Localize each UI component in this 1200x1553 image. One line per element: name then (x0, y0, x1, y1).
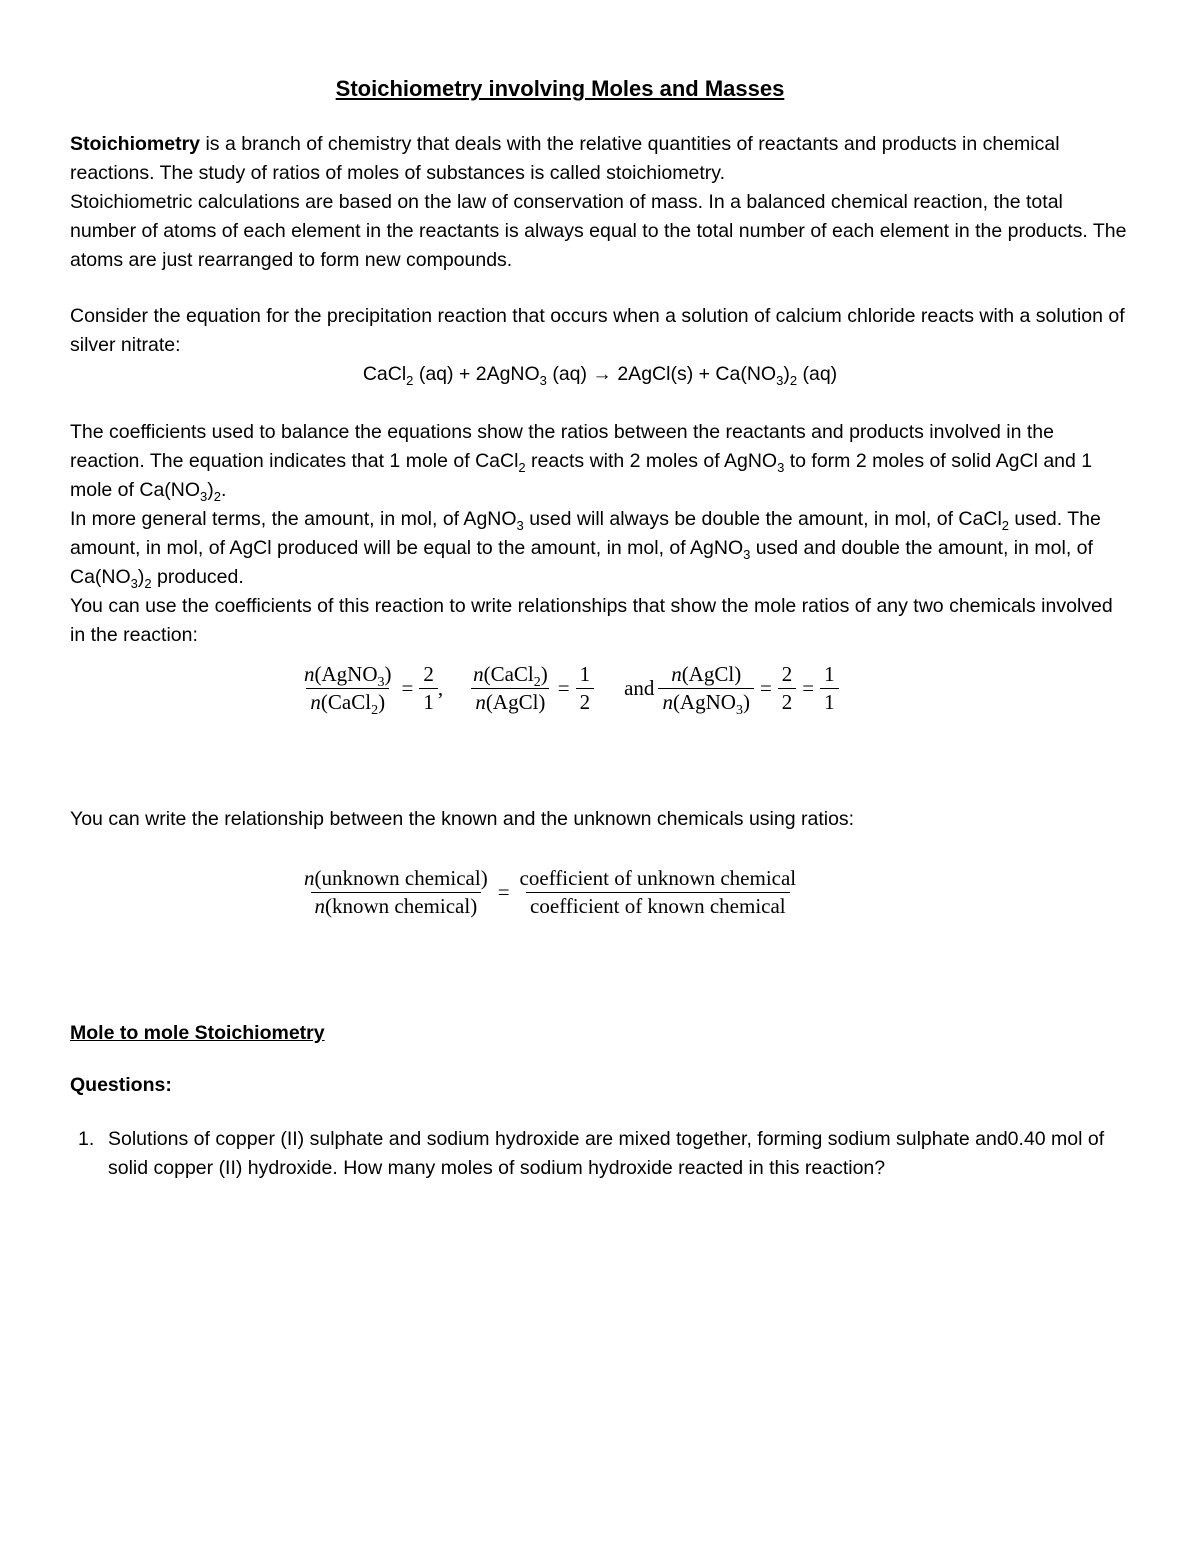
question-text: Solutions of copper (II) sulphate and sodium hydroxide are mixed together, forming sodium sulphate and0.40 mol of solid copper (II) hydroxide. How many moles of sodium hydroxide reacted in this reaction? (108, 1128, 1105, 1179)
mole-ratio-equations: $\frac{n(AgNO_3)}{n(CaCl_2)}$ = $\frac{2}{1}$ , $\frac{n(CaCl_2)}{\text{n(AgCl)}}$ = $\frac{1}{2}$ and $\frac{\text{n(AgCl)}}{n(AgNO_3)}$ = $\frac{2}{2}$ = $\frac{1}{1}$ (300, 662, 839, 715)
section-heading-mole-to-mole: Mole to mole Stoichiometry (70, 1022, 325, 1044)
ratio-coefficients: $\frac{\text{coefficient of unknown chemical}}{\text{coefficient of known chemical}}$ (519, 866, 797, 918)
ratio-unknown-known: $\frac{\text{n(unknown chemical)}}{\text{n(known chemical)}}$ (304, 866, 488, 918)
ratio-2-1: $\frac{2}{1}$ (419, 662, 438, 715)
chemical-equation: CaCl$_2$ (aq) + 2AgNO$_3$ (aq) → 2AgCl(s) + $Ca(NO_3)_2$ (aq) (362, 363, 838, 388)
ratio-agno3-cacl2: $\frac{n(AgNO_3)}{n(CaCl_2)}$ (304, 662, 392, 719)
ratio-1-2: $\frac{1}{2}$ (576, 662, 595, 715)
intro-line2: Stoichiometric calculations are based on the law of conservation of mass. In a balanced chemical reaction, the total number of atoms of each element in the reactants is always equal to the total number of each element in the products. The atoms are just rearranged to form new compounds. (70, 191, 1127, 271)
question-number: 1. (78, 1128, 95, 1150)
coefficients-paragraph: The coefficients used to balance the equations show the ratios between the reactants and products involved in the reaction. The equation indicates that 1 mole of CaCl$_2$ reacts with 2 moles of AgNO$_3$ to form 2 moles of solid AgCl and 1 mole of $Ca(NO_3)_2$. In more general terms, the amount, in mol, of AgNO$_3$ used will always be double the amount, in mol, of CaCl$_2$ used. The amount, in mol, of AgCl produced will be equal to the amount, in mol, of AgNO$_3$ used and double the amount, in mol, of $Ca(NO_3)_2$ produced. You can use the coefficients of this reaction to write relationships that show the mole ratios of any two chemicals involved in the reaction: (70, 421, 1113, 646)
intro-line1: is a branch of chemistry that deals with the relative quantities of reactants and products in chemical reactions. The study of ratios of moles of substances is called stoichiometry. (70, 133, 1060, 184)
question-item (78, 1125, 1128, 1183)
page-title: Stoichiometry involving Moles and Masses (335, 76, 785, 101)
intro-paragraph (70, 130, 1130, 275)
consider-paragraph: Consider the equation for the precipitation reaction that occurs when a solution of calcium chloride reacts with a solution of silver nitrate: (70, 305, 1125, 356)
general-ratio-equation: $\frac{\text{n(unknown chemical)}}{\text{n(known chemical)}}$ = $\frac{\text{coefficient of unknown chemical}}{\text{coefficient of known chemical}}$ (300, 866, 800, 919)
ratio-1-1: $\frac{1}{1}$ (820, 662, 839, 715)
questions-label: Questions: (70, 1074, 172, 1096)
ratio-cacl2-agcl: $\frac{n(CaCl_2)}{\text{n(AgCl)}}$ (473, 662, 548, 714)
relationship-paragraph: You can write the relationship between the known and the unknown chemicals using ratios: (70, 808, 855, 830)
stoichiometry-term: Stoichiometry (70, 133, 201, 155)
ratio-agcl-agno3: $\frac{\text{n(AgCl)}}{n(AgNO_3)}$ (658, 662, 754, 715)
ratio-2-2: $\frac{2}{2}$ (778, 662, 797, 715)
